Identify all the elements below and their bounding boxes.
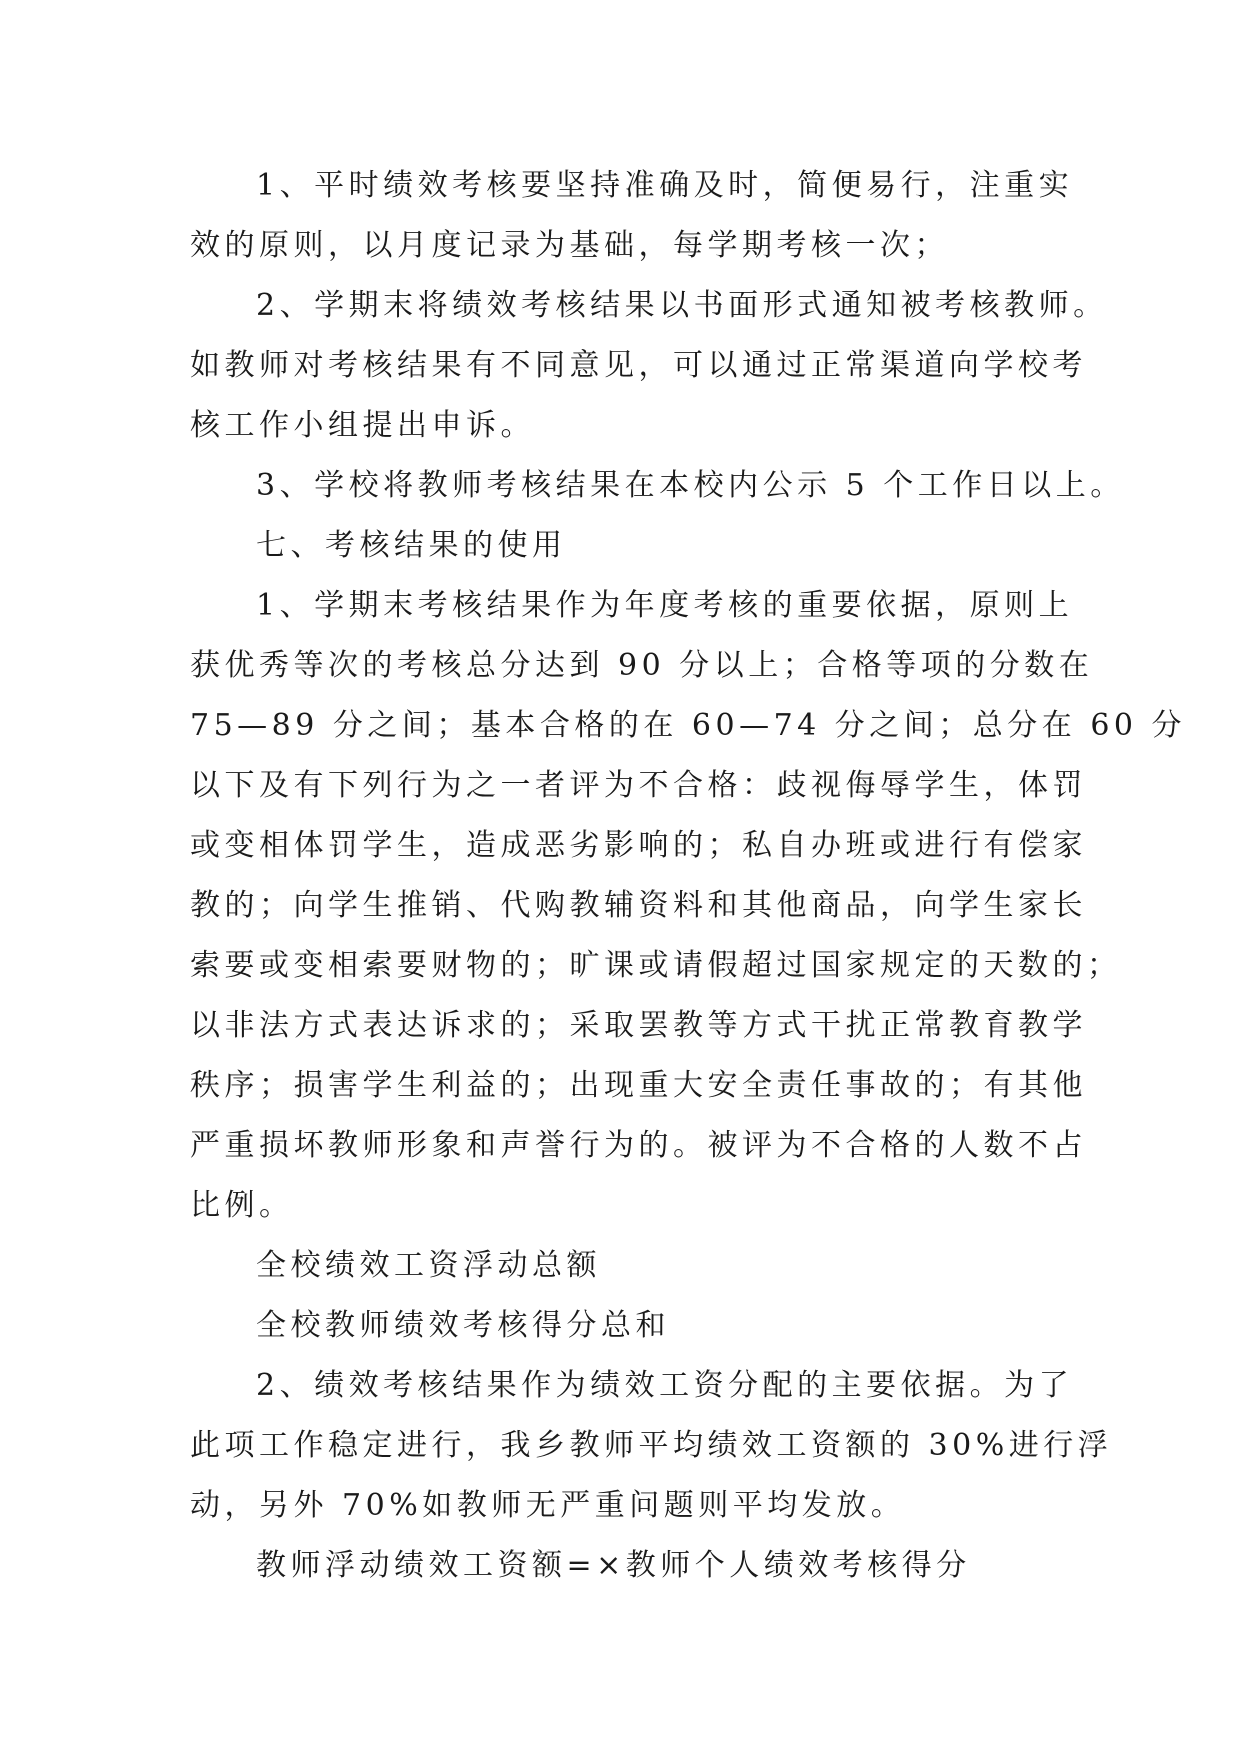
paragraph-line: 获优秀等次的考核总分达到 90 分以上；合格等项的分数在 [190, 648, 1094, 683]
paragraph-line: 动，另外 70%如教师无严重问题则平均发放。 [190, 1488, 906, 1523]
formula-numerator: 全校绩效工资浮动总额 [256, 1248, 601, 1283]
paragraph-line: 2、绩效考核结果作为绩效工资分配的主要依据。为了 [256, 1368, 1074, 1403]
paragraph-line: 3、学校将教师考核结果在本校内公示 5 个工作日以上。 [256, 468, 1125, 503]
paragraph-line: 如教师对考核结果有不同意见，可以通过正常渠道向学校考 [190, 348, 1087, 383]
paragraph-line: 此项工作稳定进行，我乡教师平均绩效工资额的 30%进行浮 [190, 1428, 1113, 1463]
formula-denominator: 全校教师绩效考核得分总和 [256, 1308, 670, 1343]
paragraph-line: 以下及有下列行为之一者评为不合格：歧视侮辱学生，体罚 [190, 768, 1087, 803]
section-heading: 七、考核结果的使用 [256, 528, 567, 563]
paragraph-line: 1、平时绩效考核要坚持准确及时，简便易行，注重实 [256, 168, 1074, 203]
paragraph-line: 核工作小组提出申诉。 [190, 408, 535, 443]
paragraph-line: 秩序；损害学生利益的；出现重大安全责任事故的；有其他 [190, 1068, 1087, 1103]
paragraph-line: 2、学期末将绩效考核结果以书面形式通知被考核教师。 [256, 288, 1108, 323]
paragraph-line: 或变相体罚学生，造成恶劣影响的；私自办班或进行有偿家 [190, 828, 1087, 863]
paragraph-line: 效的原则，以月度记录为基础，每学期考核一次； [190, 228, 949, 263]
paragraph-line: 75—89 分之间；基本合格的在 60—74 分之间；总分在 60 分 [190, 708, 1187, 743]
paragraph-line: 比例。 [190, 1188, 294, 1223]
paragraph-line: 1、学期末考核结果作为年度考核的重要依据，原则上 [256, 588, 1074, 623]
paragraph-line: 教的；向学生推销、代购教辅资料和其他商品，向学生家长 [190, 888, 1087, 923]
paragraph-line: 严重损坏教师形象和声誉行为的。被评为不合格的人数不占 [190, 1128, 1087, 1163]
formula-line: 教师浮动绩效工资额=×教师个人绩效考核得分 [256, 1548, 971, 1583]
paragraph-line: 索要或变相索要财物的；旷课或请假超过国家规定的天数的； [190, 948, 1122, 983]
paragraph-line: 以非法方式表达诉求的；采取罢教等方式干扰正常教育教学 [190, 1008, 1087, 1043]
